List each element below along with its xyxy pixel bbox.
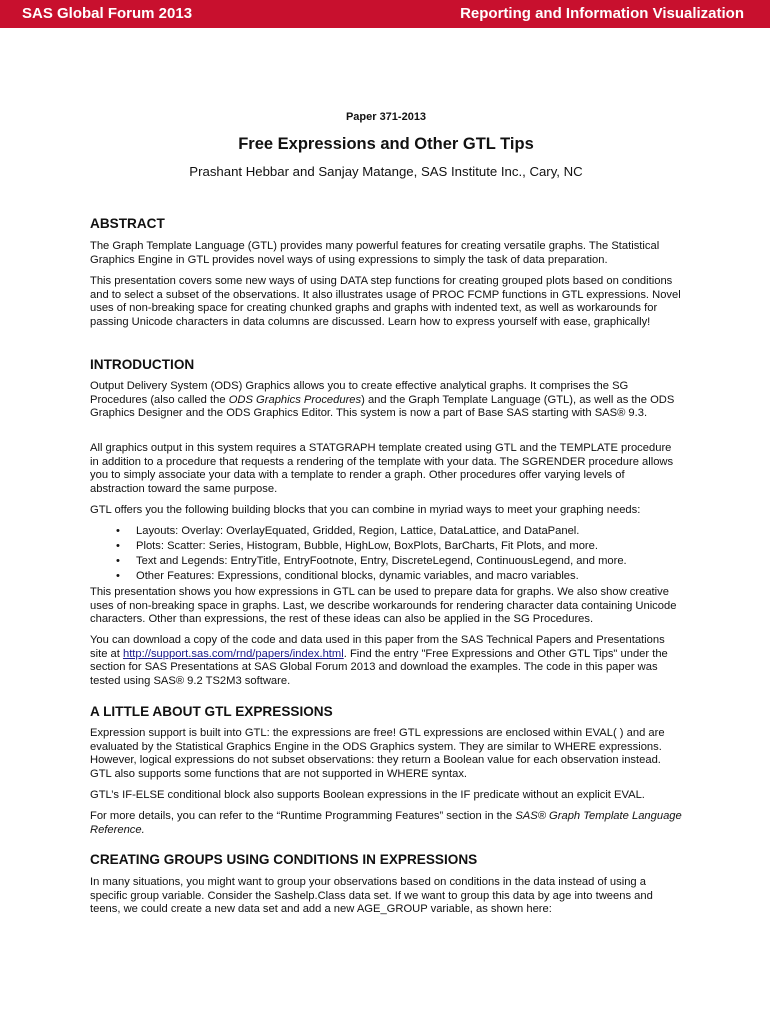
intro-p5-text-a: You can download a copy of the code and data used in this paper from the SAS Technical Papers and Presentations site at [90, 634, 665, 660]
introduction-heading: INTRODUCTION [90, 357, 195, 372]
list-item: • Text and Legends: EntryTitle, EntryFootnote, Entry, DiscreteLegend, ContinuousLegend, and more. [90, 554, 682, 569]
introduction-paragraph-2: All graphics output in this system requires a STATGRAPH template created using GTL and the TEMPLATE procedure in addition to a procedure that requests a rendering of the template with your data. The SGRENDER procedure allows you to simply associate your data with a template to render a graph. Other procedures offer varying levels of abstraction toward the same purpose. [90, 442, 674, 495]
gtl-p3-text-a: For more details, you can refer to the “Runtime Programming Features” section in the [90, 810, 516, 822]
introduction-paragraph-4: This presentation shows you how expressions in GTL can be used to prepare data for graphs. We also show creative uses of non-breaking space in graphs. Last, we describe workarounds for rendering character data containing Unicode characters. Other than expressions, the rest of these ideas can also be applied in the SG Procedures. [90, 586, 677, 626]
gtl-expressions-paragraph-2: GTL’s IF-ELSE conditional block also supports Boolean expressions in the IF predicate without an explicit EVAL. [90, 789, 645, 801]
abstract-paragraph-2: This presentation covers some new ways of using DATA step functions for creating grouped plots based on conditions and to select a subset of the observations. It also illustrates usage of PROC FCMP functions in GTL expressions. Novel uses of non-breaking space for creating chunked graphs and graphs with indented text, as well as workarounds for passing Unicode characters in data columns are discussed. Learn how to express yourself with ease, graphically! [90, 275, 681, 328]
papers-link[interactable]: http://support.sas.com/rnd/papers/index.html [122, 647, 344, 660]
paper-title: Free Expressions and Other GTL Tips [238, 135, 534, 153]
intro-p1-text-a: Output Delivery System (ODS) Graphics allows you to create effective analytical graphs. It comprises the SG Procedures (also called the [90, 380, 629, 406]
creating-groups-heading: CREATING GROUPS USING CONDITIONS IN EXPRESSIONS [90, 852, 478, 867]
introduction-paragraph-1 [90, 380, 682, 421]
header-banner [0, 0, 770, 28]
abstract-heading: ABSTRACT [90, 216, 165, 231]
intro-p5-text-b: . Find the entry "Free Expressions and Other GTL Tips" under the section for SAS Presentations at SAS Global Forum 2013 and download the examples. The code in this paper was tested using SAS® 9.2 TS2M3 software. [90, 647, 668, 687]
list-item: • Plots: Scatter: Series, Histogram, Bubble, HighLow, BoxPlots, BarCharts, Fit Plots, and more. [90, 539, 682, 554]
gtl-expressions-paragraph-3 [90, 810, 682, 837]
gtl-expressions-paragraph-1: Expression support is built into GTL: the expressions are free! GTL expressions are enclosed within EVAL( ) and are evaluated by the Statistical Graphics Engine in the ODS Graphics system. They are similar to WHERE expressions. However, logical expressions do not subset observations: they return a Boolean value for each observation instead. GTL also supports some functions that are not supported in WHERE syntax. [90, 727, 665, 780]
building-blocks-list [90, 524, 682, 584]
introduction-paragraph-5 [90, 634, 682, 688]
paper-authors: Prashant Hebbar and Sanjay Matange, SAS Institute Inc., Cary, NC [189, 164, 583, 179]
creating-groups-paragraph-1: In many situations, you might want to group your observations based on conditions in the data instead of using a specific group variable. Consider the Sashelp.Class data set. If we want to group this data by age into tweens and teens, we could create a new data set and add a new AGE_GROUP variable, as shown here: [90, 876, 653, 916]
intro-p1-emphasis: ODS Graphics Procedures [228, 393, 362, 406]
section-name: Reporting and Information Visualization [460, 5, 744, 22]
intro-p1-text-b: ) and the Graph Template Language (GTL), as well as the ODS Graphics Designer and the ODS Graphics Editor. This system is now a part of Base SAS starting with SAS® 9.3. [90, 393, 675, 420]
paper-number: Paper 371-2013 [345, 111, 427, 123]
abstract-paragraph-1: The Graph Template Language (GTL) provides many powerful features for creating versatile graphs. The Statistical Graphics Engine in GTL provides novel ways of using expressions to simply the task of data preparation. [90, 240, 660, 266]
list-item: • Other Features: Expressions, conditional blocks, dynamic variables, and macro variables. [90, 569, 682, 584]
gtl-p3-emphasis: SAS® Graph Template Language Reference. [90, 810, 682, 836]
conference-name: SAS Global Forum 2013 [22, 5, 193, 22]
gtl-expressions-heading: A LITTLE ABOUT GTL EXPRESSIONS [90, 704, 333, 719]
introduction-paragraph-3: GTL offers you the following building blocks that you can combine in myriad ways to meet your graphing needs: [90, 504, 641, 516]
list-item: • Layouts: Overlay: OverlayEquated, Gridded, Region, Lattice, DataLattice, and DataPanel. [90, 524, 682, 539]
